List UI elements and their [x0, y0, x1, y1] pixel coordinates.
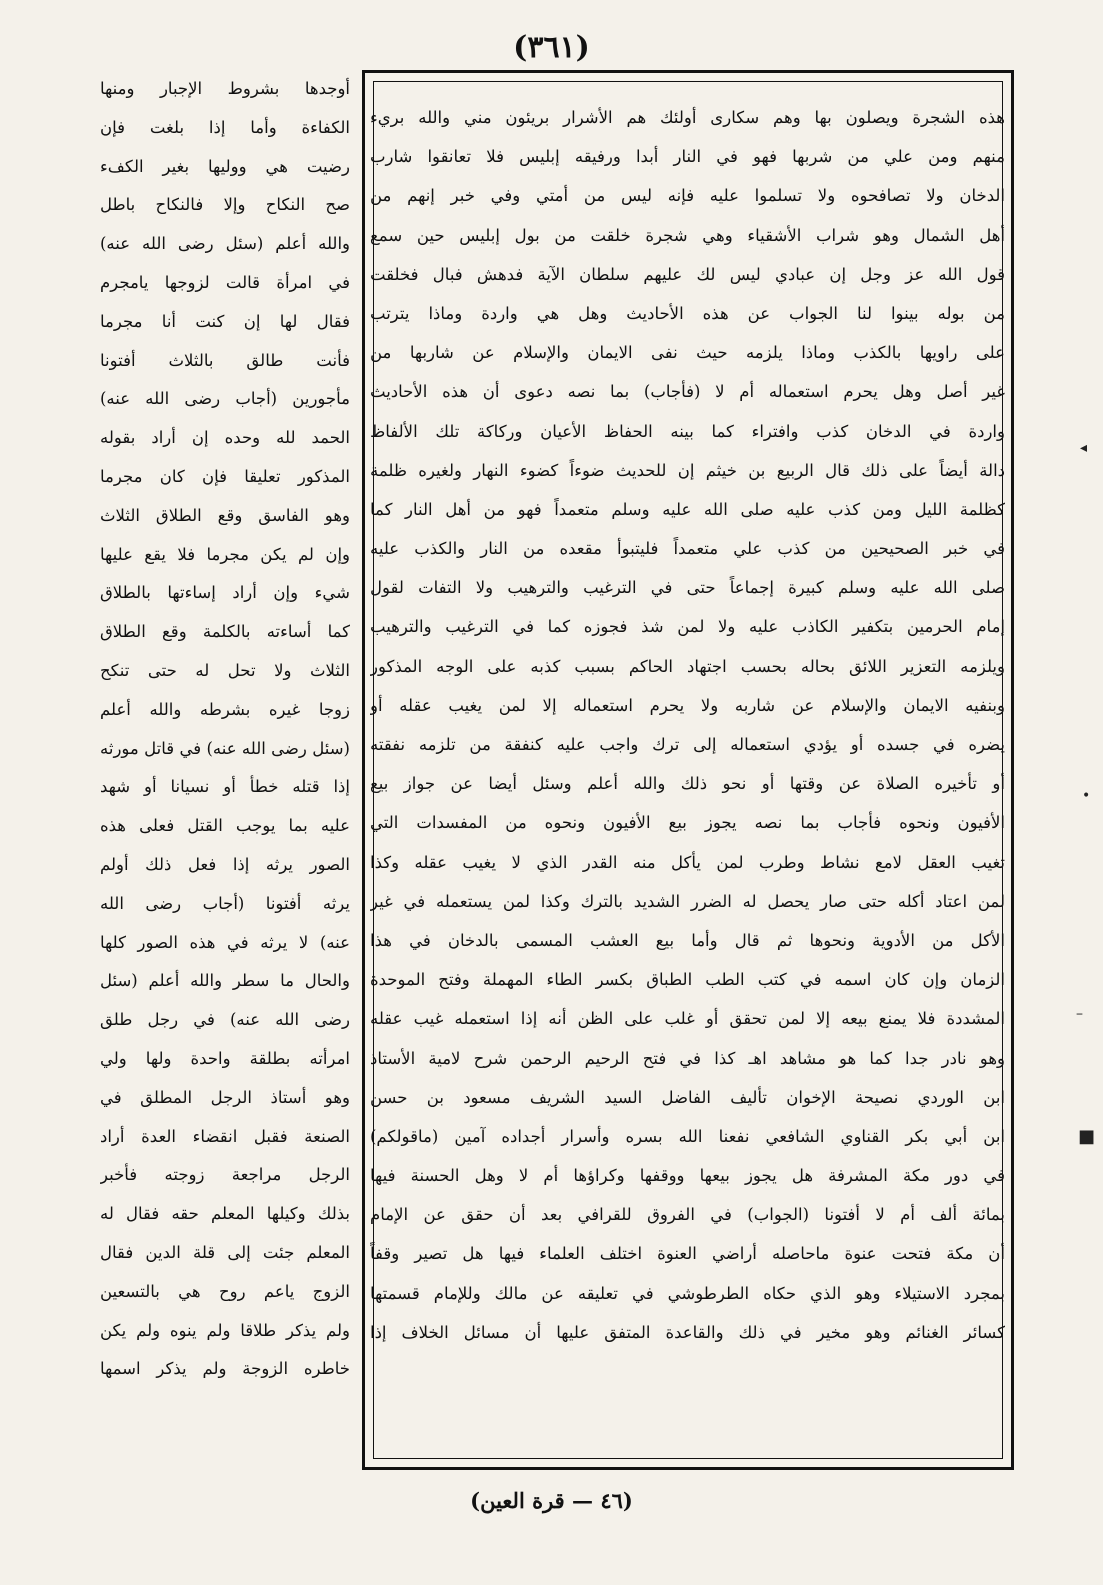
- main-text-line: وهو نادر جدا كما هو مشاهد اهـ كذا في فتح الرحيم الرحمن شرح لامية الأستاذ: [370, 1048, 1005, 1068]
- main-text-line: تغيب العقل لامع نشاط وطرب لمن يأكل منه القدر الذي لا يغيب عقله وكذا: [370, 852, 1005, 872]
- margin-text-line: شيء وإن أراد إساءتها بالطلاق: [100, 583, 350, 603]
- margin-text-line: مأجورين (أجاب رضى الله عنه): [100, 389, 350, 409]
- margin-text-line: إذا قتله خطأ أو نسيانا أو شهد: [100, 777, 350, 797]
- main-text-line: الأكل من الأدوية ونحوها ثم قال وأما بيع العشب المسمى بالدخان في هذا: [370, 930, 1005, 950]
- main-text-line: ابن الوردي نصيحة الإخوان تأليف الفاضل السيد الشريف مسعود بن حسن: [370, 1087, 1005, 1107]
- footer-signature: (٤٦ — قرة العين): [470, 1488, 633, 1513]
- main-text-line: على راويها بالكذب وماذا يلزمه حيث نفى الايمان والإسلام عن شاربها من: [370, 343, 1005, 363]
- margin-text-line: كما أساءته بالكلمة وقع الطلاق: [100, 622, 350, 642]
- main-text-line: أن مكة فتحت عنوة ماحاصله أراضي العنوة اختلف العلماء فيها هل تصير وقفاً: [370, 1244, 1005, 1264]
- main-text-line: في خبر الصحيحين من كذب علي متعمداً فليتبوأ مقعده من النار والكذب عليه: [370, 539, 1005, 559]
- margin-text-line: عنه) لا يرثه في هذه الصور كلها: [100, 932, 350, 952]
- main-text-line: كسائر الغنائم وهو مخير في ذلك والقاعدة المتفق عليها أن مسائل الخلاف إذا: [370, 1322, 1005, 1342]
- main-text-line: منهم ومن علي من شربها فهو في النار أبدا ورفيقه إبليس فلا تعانقوا شارب: [370, 147, 1005, 167]
- main-text-line: من بوله بينوا لنا الجواب عن هذه الأحاديث وهل هي واردة وماذا يترتب: [370, 303, 1005, 323]
- margin-text-line: المذكور تعليقا فإن كان مجرما: [100, 466, 350, 486]
- main-text-line: إمام الحرمين بتكفير الكاذب عليه ولا لمن شذ فجوزه كما في الترغيب والترهيب: [370, 617, 1005, 637]
- edge-marker-arrow: ◂: [1080, 440, 1088, 456]
- margin-text-line: رضى الله عنه) في رجل طلق: [100, 1010, 350, 1030]
- main-text-line: في دور مكة المشرفة هل يجوز بيعها ووقفها وكراؤها أم لا وهل الحسنة فيها: [370, 1166, 1005, 1186]
- edge-marker-dash: –: [1076, 1006, 1083, 1022]
- margin-text-line: وهو أستاذ الرجل المطلق في: [100, 1087, 350, 1107]
- margin-text-line: الكفاءة وأما إذا بلغت فإن: [100, 117, 350, 137]
- margin-text-line: صح النكاح وإلا فالنكاح باطل: [100, 195, 350, 215]
- margin-text-line: ولم يذكر طلاقا ولم ينوه ولم يكن: [100, 1320, 350, 1340]
- margin-text-line: يرثه أفتونا (أجاب رضى الله: [100, 893, 350, 913]
- main-text-line: بمائة ألف أم لا أفتونا (الجواب) في الفروق للقرافي بعد أن حقق عن الإمام: [370, 1205, 1005, 1225]
- margin-text-line: المعلم جئت إلى قلة الدين فقال: [100, 1242, 350, 1262]
- margin-text-line: زوجا غيره بشرطه والله أعلم: [100, 699, 350, 719]
- margin-text-line: بذلك وكيلها المعلم حقه فقال له: [100, 1204, 350, 1224]
- page-number: (٣٦١): [513, 30, 590, 65]
- margin-text-line: امرأته بطلقة واحدة ولها ولي: [100, 1048, 350, 1068]
- margin-text-line: وإن لم يكن مجرما فلا يقع عليها: [100, 544, 350, 564]
- edge-marker-dot: •: [1082, 788, 1091, 804]
- margin-text-line: فقال لها إن كنت أنا مجرما: [100, 311, 350, 331]
- main-text-line: صلى الله عليه وسلم كبيرة إجماعاً حتى في الترغيب والترهيب ولا التفات لقول: [370, 578, 1005, 598]
- margin-text-column: [100, 70, 350, 1470]
- main-text-line: غير أصل وهل يحرم استعماله أم لا (فأجاب) بما نصه دعوى أن هذه الأحاديث: [370, 382, 1005, 402]
- margin-text-line: الزوج ياعم روح هي بالتسعين: [100, 1281, 350, 1301]
- margin-text-line: وهو الفاسق وقع الطلاق الثلاث: [100, 505, 350, 525]
- main-text-line: أو تأخيره الصلاة عن وقتها أو نحو ذلك والله أعلم وسئل أيضا عن جواز بيع: [370, 774, 1005, 794]
- margin-text-line: عليه بما يوجب القتل فعلى هذه: [100, 816, 350, 836]
- margin-text-line: في امرأة قالت لزوجها يامجرم: [100, 272, 350, 292]
- main-text-line: وبنفيه الايمان والإسلام عن شاربه ولا يحرم استعماله إلا لمن يغيب عقله أو: [370, 695, 1005, 715]
- margin-text-line: الصور يرثه إذا فعل ذلك أولم: [100, 854, 350, 874]
- margin-text-line: والحال ما سطر والله أعلم (سئل: [100, 971, 350, 991]
- main-text-line: لمن اعتاد أكله حتى صار يحصل له الضرر الشديد بالترك وكذا لمن يستعمله في غير: [370, 891, 1005, 911]
- main-text-line: ويلزمه التعزير اللائق بحاله بحسب اجتهاد الحاكم بسبب كذبه على الوجه المذكور: [370, 656, 1005, 676]
- main-text-line: يضره في جسده أو يؤدي استعماله إلى ترك واجب عليه كنفقة من تلزمه نفقته: [370, 735, 1005, 754]
- main-text-column: [370, 98, 1005, 1453]
- main-text-line: الأفيون ونحوه فأجاب بما نصه يجوز بيع الأفيون ونحوه من المفسدات التي: [370, 813, 1005, 833]
- margin-text-line: فأنت طالق بالثلاث أفتونا: [100, 350, 350, 370]
- main-text-line: المشددة فلا يمنع بيعه إلا لمن تحقق أو غلب على الظن أنه إذا استعمله غيب عقله: [370, 1009, 1005, 1029]
- margin-text-line: الحمد لله وحده إن أراد بقوله: [100, 428, 350, 448]
- margin-text-line: الصنعة فقبل انقضاء العدة أراد: [100, 1126, 350, 1146]
- main-text-line: هذه الشجرة ويصلون بها وهم سكارى أولئك هم الأشرار بريئون مني والله بريء: [370, 108, 1005, 127]
- main-text-line: كظلمة الليل ومن كذب عليه صلى الله عليه وسلم متعمداً فهو من أهل النار كما: [370, 499, 1005, 519]
- main-text-line: بمجرد الاستيلاء وهو الذي حكاه الطرطوشي في تعليقه عن مالك وللإمام قسمتها: [370, 1283, 1005, 1303]
- main-text-line: الزمان وإن كان اسمه في كتب الطب الطباق بكسر الطاء المهملة وفتح الموحدة: [370, 970, 1005, 990]
- edge-marker-square: ■: [1078, 1126, 1096, 1147]
- main-text-line: الدخان ولا تصافحوه ولا تسلموا عليه فإنه ليس من أمتي وفي خبر إنهم من: [370, 186, 1005, 206]
- margin-text-line: الرجل مراجعة زوجته فأخبر: [100, 1165, 350, 1185]
- main-text-line: أهل الشمال وهو شراب الأشقياء وهي شجرة خلقت من بول إبليس حين سمع: [370, 225, 1005, 245]
- main-text-line: واردة في الدخان كذب وافتراء كما بينه الحفاظ الأعيان وركاكة تلك الألفاظ: [370, 421, 1005, 441]
- margin-text-line: والله أعلم (سئل رضى الله عنه): [100, 234, 350, 254]
- margin-text-line: رضيت هي ووليها بغير الكفء: [100, 156, 350, 176]
- main-text-line: دالة أيضاً على ذلك قال الربيع بن خيثم إن للحديث ضوءاً كضوء النهار ولغيره ظلمة: [370, 460, 1005, 480]
- margin-text-line: الثلاث ولا تحل له حتى تنكح: [100, 660, 350, 680]
- main-text-line: ابن أبي بكر القناوي الشافعي نفعنا الله بسره وأسرار أجداده آمين (ماقولكم): [370, 1126, 1005, 1146]
- margin-text-line: (سئل رضى الله عنه) في قاتل مورثه: [100, 738, 350, 758]
- main-text-line: قول الله عز وجل إن عبادي ليس لك عليهم سلطان الآية فدهش فبال فخلقت: [370, 264, 1005, 284]
- margin-text-line: أوجدها بشروط الإجبار ومنها: [100, 79, 350, 98]
- margin-text-line: خاطره الزوجة ولم يذكر اسمها: [100, 1359, 350, 1379]
